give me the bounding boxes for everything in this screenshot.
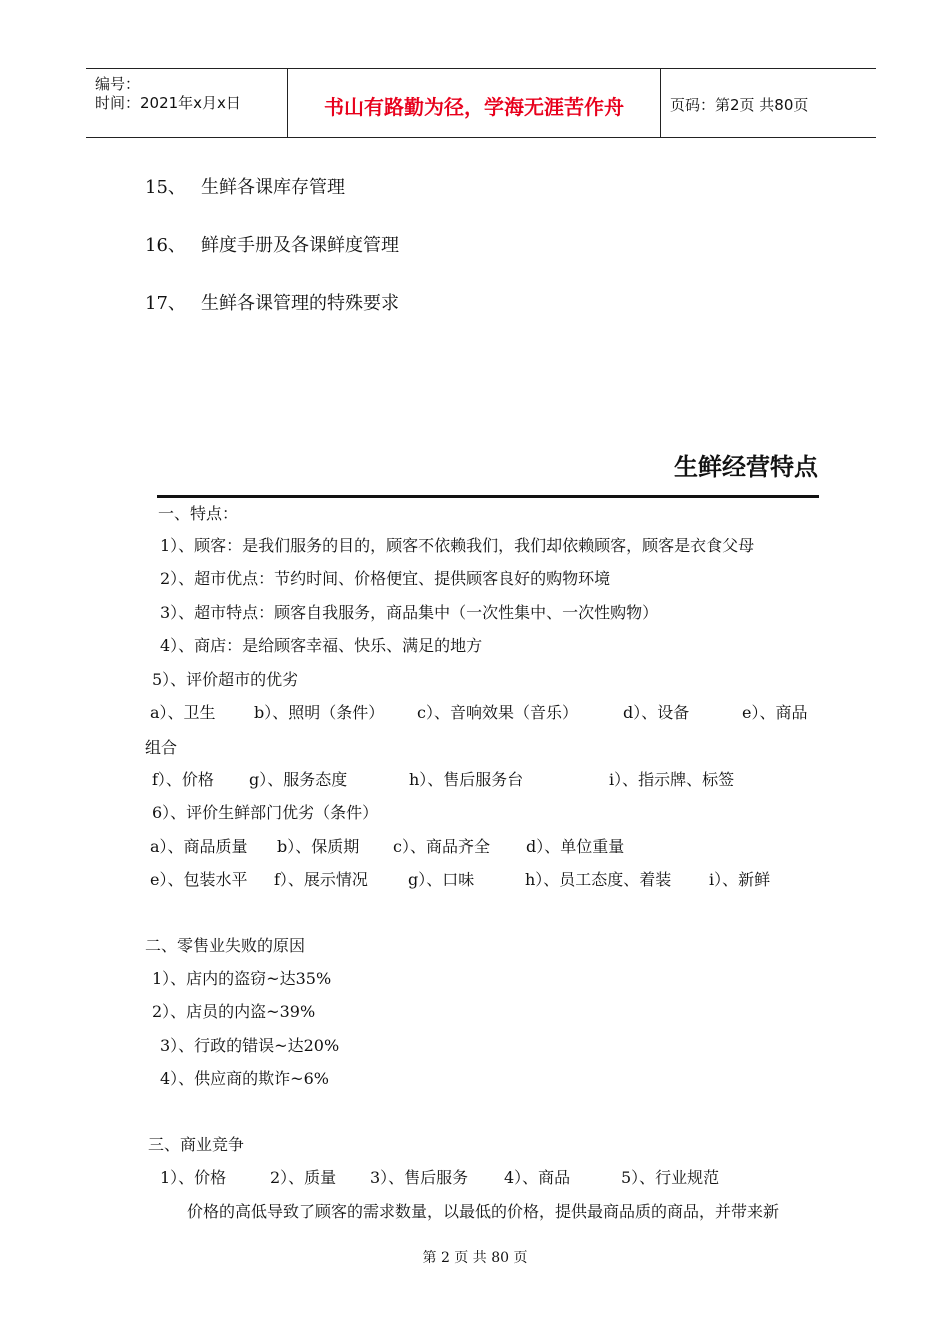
criteria-item: c）、音响效果（音乐） [417, 703, 578, 722]
paragraph: 4）、商店：是给顾客幸福、快乐、满足的地方 [160, 636, 483, 655]
header-meta-cell [86, 69, 288, 137]
criteria-row [150, 867, 770, 890]
criteria-item: g）、服务态度 [249, 770, 348, 789]
criteria-item: i）、指示牌、标签 [609, 770, 735, 789]
toc-text: 生鲜各课库存管理 [201, 177, 345, 198]
criteria-item: i）、新鲜 [709, 870, 771, 889]
criteria-item: g）、口味 [408, 870, 475, 889]
header-page-cell [661, 69, 876, 137]
paragraph: 价格的高低导致了顾客的需求数量，以最低的价格，提供最商品质的商品，并带来新 [187, 1202, 780, 1221]
list-item: 1）、店内的盗窃~达35% [152, 969, 332, 988]
list-item: 4）、供应商的欺诈~6% [160, 1069, 329, 1088]
page-info: 页码：第2页 共80页 [670, 96, 809, 114]
competition-item: 2）、质量 [270, 1168, 337, 1187]
criteria-item: a）、商品质量 [150, 837, 248, 856]
criteria-item: f）、价格 [152, 770, 214, 789]
criteria-item: d）、单位重量 [526, 837, 625, 856]
competition-item: 1）、价格 [160, 1168, 227, 1187]
criteria-item: e）、包装水平 [150, 870, 248, 889]
toc-number: 16、 [145, 235, 186, 256]
toc-text: 生鲜各课管理的特殊要求 [201, 293, 399, 314]
section-heading: 三、商业竞争 [148, 1135, 245, 1154]
paragraph: 2）、超市优点：节约时间、价格便宜、提供顾客良好的购物环境 [160, 569, 611, 588]
wrapped-text: 组合 [145, 738, 178, 757]
title-rule [157, 495, 819, 498]
paragraph: 1）、顾客：是我们服务的目的，顾客不依赖我们，我们却依赖顾客，顾客是衣食父母 [160, 536, 755, 555]
toc-text: 鲜度手册及各课鲜度管理 [201, 235, 399, 256]
paragraph: 3）、超市特点：顾客自我服务，商品集中（一次性集中、一次性购物） [160, 603, 659, 622]
toc-item [145, 231, 399, 257]
criteria-item: h）、售后服务台 [409, 770, 524, 789]
criteria-item: b）、保质期 [277, 837, 360, 856]
serial-label: 编号： [95, 75, 141, 93]
toc-number: 15、 [145, 177, 186, 198]
paragraph: 5）、评价超市的优劣 [152, 670, 299, 689]
criteria-row [150, 834, 624, 857]
toc-number: 17、 [145, 293, 186, 314]
section-heading: 二、零售业失败的原因 [145, 936, 306, 955]
page-footer: 第 2 页 共 80 页 [422, 1250, 528, 1266]
criteria-item: c）、商品齐全 [393, 837, 490, 856]
list-item: 3）、行政的错误~达20% [160, 1036, 340, 1055]
criteria-row [150, 700, 807, 723]
competition-item: 4）、商品 [504, 1168, 571, 1187]
criteria-item: f）、展示情况 [274, 870, 368, 889]
toc-item [145, 289, 399, 315]
paragraph: 6）、评价生鲜部门优劣（条件） [152, 803, 379, 822]
criteria-item: d）、设备 [623, 703, 690, 722]
criteria-item: e）、商品 [742, 703, 808, 722]
competition-item: 3）、售后服务 [370, 1168, 469, 1187]
criteria-row [152, 767, 734, 790]
criteria-item: a）、卫生 [150, 703, 216, 722]
criteria-item: h）、员工态度、着装 [525, 870, 672, 889]
criteria-item: b）、照明（条件） [254, 703, 385, 722]
page-header [86, 68, 876, 138]
competition-row [160, 1165, 719, 1188]
competition-item: 5）、行业规范 [621, 1168, 720, 1187]
motto-text: 书山有路勤为径，学海无涯苦作舟 [324, 95, 624, 119]
toc-item [145, 173, 345, 199]
time-label: 时间：2021年x月x日 [95, 94, 241, 112]
section-title: 生鲜经营特点 [674, 453, 818, 481]
header-motto-cell [288, 69, 661, 137]
section-heading: 一、特点： [158, 504, 239, 523]
list-item: 2）、店员的内盗~39% [152, 1002, 316, 1021]
